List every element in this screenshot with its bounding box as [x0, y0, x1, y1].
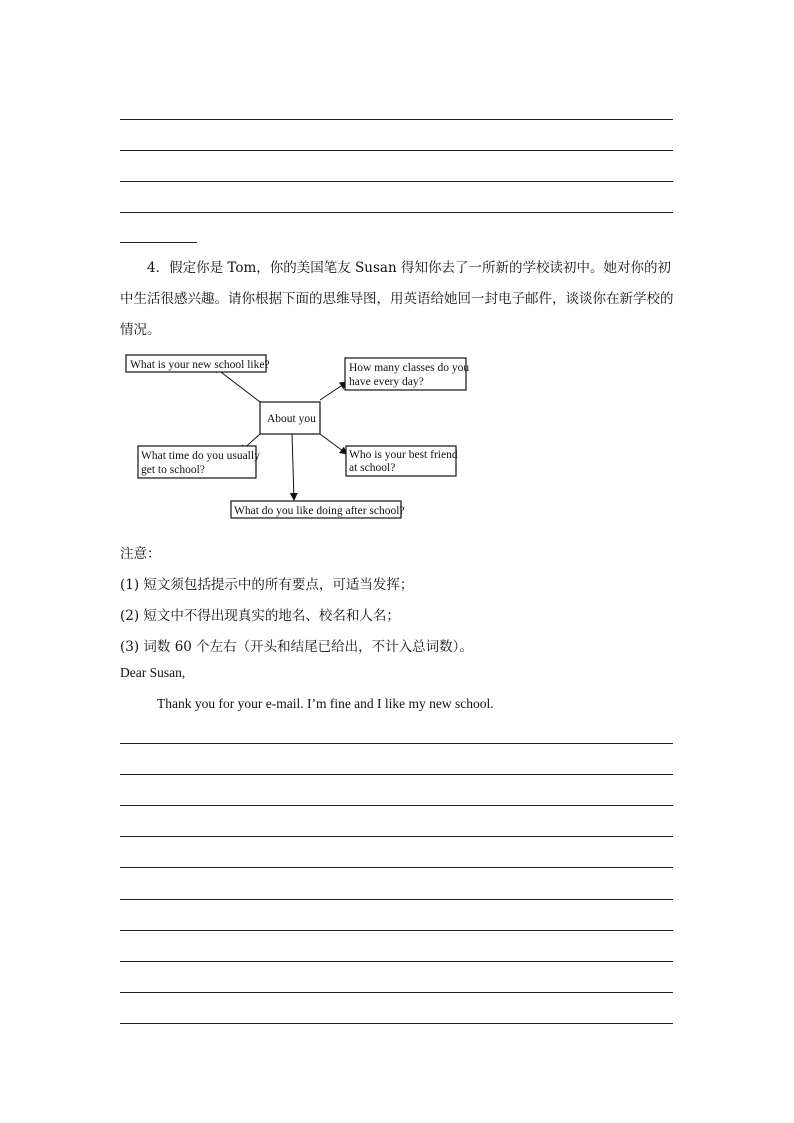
mindmap-q4-line1: Who is your best friend — [349, 449, 458, 461]
letter-opening: Thank you for your e-mail. I’m fine and I like my new school. — [157, 696, 494, 711]
question-4 — [120, 253, 676, 346]
notes-title: 注意： — [120, 546, 161, 562]
answer-line — [120, 836, 673, 837]
note-item: (1) 短文须包括提示中的所有要点，可适当发挥； — [120, 577, 414, 593]
answer-line — [120, 181, 673, 182]
arrow-q4 — [320, 434, 347, 454]
mindmap-q2-line2: have every day? — [349, 376, 424, 388]
mindmap-q2-line1: How many classes do you — [349, 362, 470, 374]
answer-line-short — [120, 242, 197, 243]
answer-line — [120, 867, 673, 868]
answer-line — [120, 930, 673, 931]
mindmap-q3-line2: get to school? — [141, 464, 205, 476]
note-item: (2) 短文中不得出现真实的地名、校名和人名； — [120, 608, 400, 624]
note-item: (3) 词数 60 个左右（开头和结尾已给出，不计入总词数）。 — [120, 639, 473, 655]
answer-line — [120, 150, 673, 151]
answer-line — [120, 1023, 673, 1024]
letter-greeting: Dear Susan, — [120, 665, 186, 680]
answer-line — [120, 961, 673, 962]
mindmap-q5: What do you like doing after school? — [234, 505, 405, 517]
arrow-q2 — [320, 382, 347, 400]
question-text: 假定你是 Tom，你的美国笔友 Susan 得知你去了一所新的学校读初中。她对你的初中生活很感兴趣。请你根据下面的思维导图，用英语给她回一封电子邮件，谈谈你在新学校的情况。 — [120, 260, 674, 338]
mindmap-q1: What is your new school like? — [130, 359, 270, 371]
answer-line — [120, 805, 673, 806]
answer-line — [120, 774, 673, 775]
mind-map — [118, 350, 478, 525]
mindmap-q4-line2: at school? — [349, 462, 396, 474]
answer-line — [120, 743, 673, 744]
answer-line — [120, 212, 673, 213]
arrow-q5 — [292, 434, 294, 500]
answer-line — [120, 992, 673, 993]
answer-line — [120, 899, 673, 900]
mindmap-center: About you — [267, 413, 316, 425]
mindmap-q3-line1: What time do you usually — [141, 450, 260, 462]
question-number: 4． — [147, 260, 170, 276]
answer-line — [120, 119, 673, 120]
